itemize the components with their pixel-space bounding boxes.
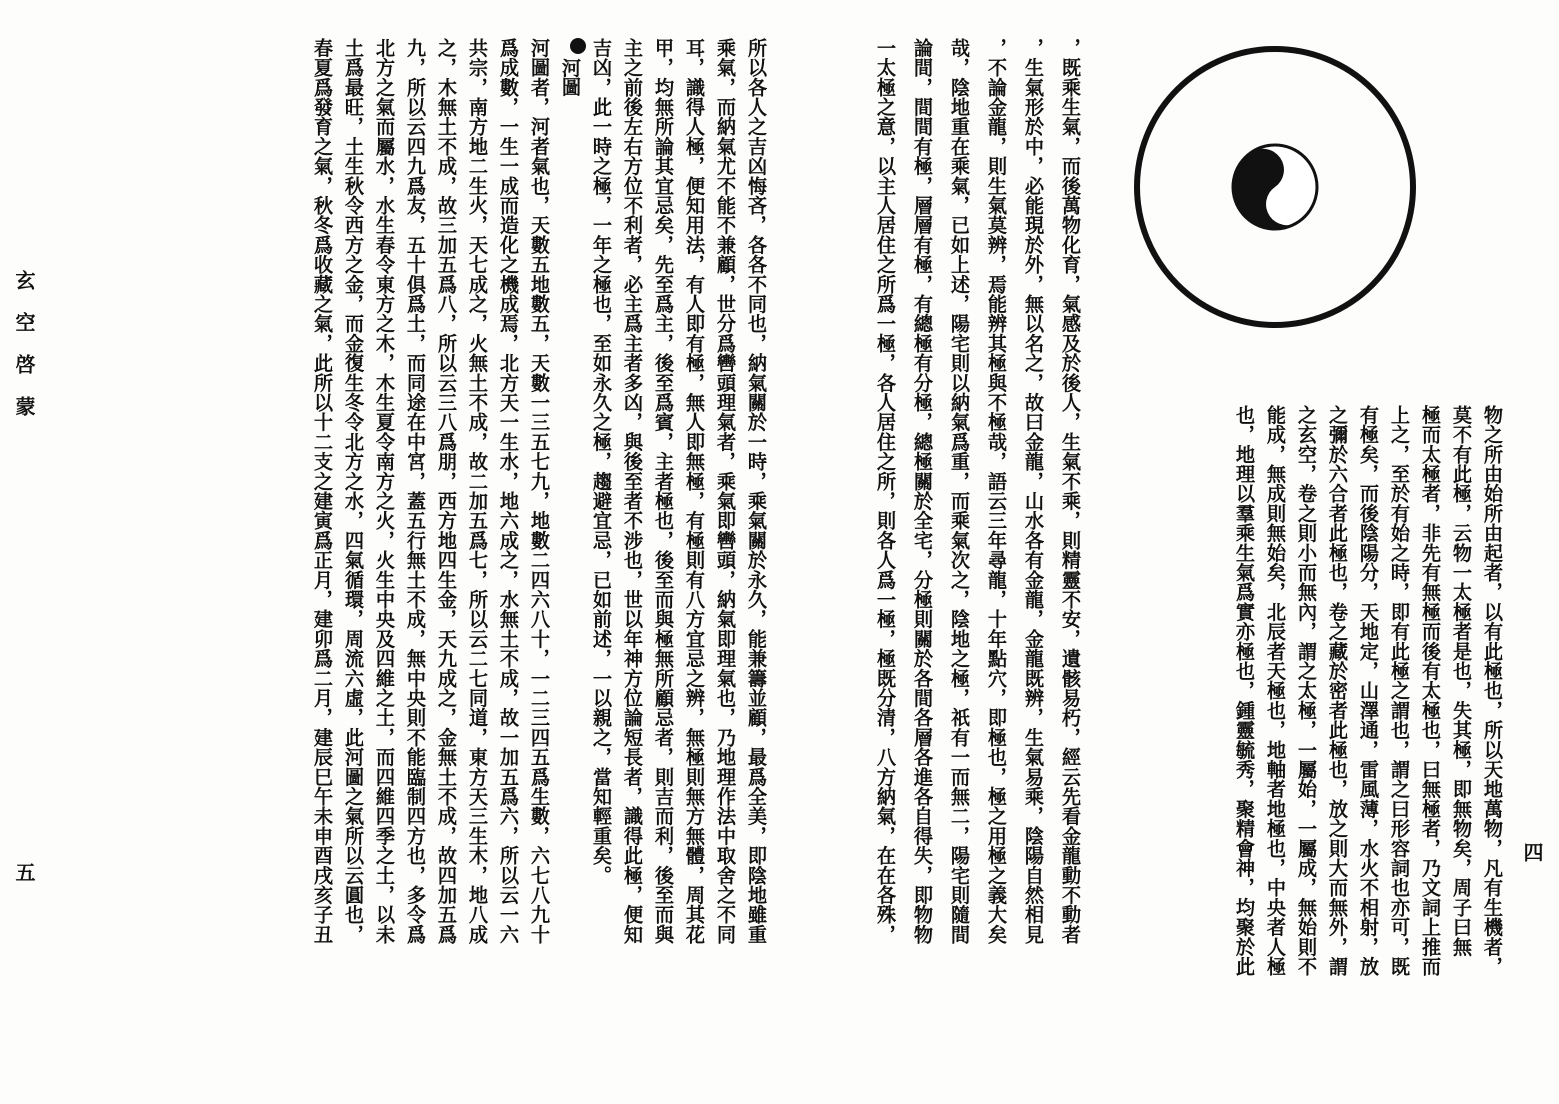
text-column: 土爲最旺，土生秋令西方之金，而金復生冬令北方之水，四氣循環，周流六虛，此河圖之氣所以云圓也， [342, 38, 365, 945]
text-column: 極而太極者，非先有無極而後有太極也，曰無極者，乃文詞上推而 [1419, 405, 1442, 977]
text-column: 有極矣，而後陰陽分，天地定，山澤通，雷風薄，水火不相射，放 [1357, 405, 1380, 977]
text-column: 之彌於六合者此極也，卷之藏於密者此極也，放之則大而無外，謂 [1326, 405, 1349, 977]
left-text-block [307, 38, 772, 1078]
text-column: 莫不有此極，云物一太極者是也，失其極，即無物矣，周子曰無 [1450, 405, 1473, 957]
text-column: 春夏爲發育之氣，秋冬爲收藏之氣，此所以十二支之建寅爲正月，建卯爲二月，建辰巳午未申酉戌亥子丑 [311, 38, 334, 945]
page-number: 五 [12, 862, 36, 882]
text-column: 乘氣，而納氣尤不能不兼顧，世分爲轡頭理氣者，乘氣即轡頭，納氣即理氣也，乃地理作法中取舍之不同 [714, 38, 737, 945]
text-column: 耳，識得人極，便知用法，有人即有極，無人即無極，有極則有八方宜忌之辨，無極則無方無體，周其花 [683, 38, 706, 945]
text-column: 也，地理以羣乘生氣爲實亦極也，鍾靈毓秀，聚精會神，均聚於此 [1233, 405, 1256, 977]
page-number: 四 [1520, 842, 1544, 862]
text-column: 爲成數，一生一成而造化之機成焉，北方天一生水，地六成之，水無土不成，故一加五爲六，所以云一六 [497, 38, 520, 945]
text-column: 北方之氣而屬水，水生春令東方之木，木生夏令南方之火，火生中央及四維之土，而四維四季之土，以未 [373, 38, 396, 945]
section-heading-text: 河圖 [559, 58, 582, 97]
yin-yang-icon [1217, 129, 1334, 246]
text-column: 論間，間間有極，層層有極，有總極有分極，總極關於全宅，分極則關於各間各層各進各自得失，即物物 [911, 38, 934, 945]
text-column: 能成，無成則無始矣，北辰者天極也，地軸者地極也，中央者人極 [1264, 405, 1287, 977]
text-column: 九，所以云四九爲友，五十俱爲土，而同途在中宮，蓋五行無土不成，無中央則不能臨制四方也，多令爲 [404, 38, 427, 945]
text-column: 所以各人之吉凶悔吝，各各不同也，納氣關於一時，乘氣關於永久，能兼籌並顧，最爲全美，即陰地雖重 [745, 38, 768, 945]
text-column: ，生氣形於中，必能現於外，無以名之，故曰金龍，山水各有金龍，金龍既辨，生氣易乘，陰陽自然相見 [1022, 38, 1045, 945]
text-column: 物之所由始所由起者，以有此極也，所以天地萬物，凡有生機者， [1481, 405, 1504, 977]
taiji-diagram [1130, 42, 1420, 332]
text-column: 上之，至於有始之時，即有此極之謂也，謂之曰形容詞也亦可，既 [1388, 405, 1411, 977]
text-column: ，不論金龍，則生氣莫辨，焉能辨其極與不極哉，語云三年尋龍，十年點穴，即極也，極之用極之義大矣 [985, 38, 1008, 945]
right-upper-text-block [1128, 405, 1508, 1085]
book-title: 玄空啓蒙 [12, 270, 36, 438]
text-column: 甲，均無所論其宜忌矣，先至爲主，後至爲賓，主者極也，後至而與極無所顧忌者，則吉而利，後至而與 [652, 38, 675, 945]
right-lower-text-block [866, 38, 1086, 1078]
text-column: 河圖者，河者氣也，天數五地數五，天數一三五七九，地數二四六八十，一二三四五爲生數，六七八九十 [528, 38, 551, 945]
text-column: 之玄空，卷之則小而無內，謂之太極，一屬始，一屬成，無始則不 [1295, 405, 1318, 977]
text-column: 吉凶，此一時之極，一年之極也，至如永久之極，趨避宜忌，已如前述，一以親之，當知輕重矣。 [590, 38, 613, 886]
section-heading [555, 38, 586, 1078]
text-column: 哉，陰地重在乘氣，已如上述，陽宅則以納氣爲重，而乘氣次之，陰地之極，祇有一而無二，陽宅則隨間 [948, 38, 971, 945]
text-column: 之，木無土不成，故三加五爲八，所以云三八爲朋，西方地四生金，天九成之，金無土不成，故四加五爲 [435, 38, 458, 945]
text-column: 主之前後左右方位不利者，必主爲主者多凶，與後至者不涉也，世以年神方位論短長者，識得此極，便知 [621, 38, 644, 945]
bullet-icon [570, 38, 586, 54]
text-column: 共宗，南方地二生火，天七成之，火無土不成，故二加五爲七，所以云二七同道，東方天三生木，地八成 [466, 38, 489, 945]
text-column: 一太極之意，以主人居住之所爲一極，各人居住之所，則各人爲一極，極既分清，八方納氣，在在各殊， [874, 38, 897, 945]
text-column: ，既乘生氣，而後萬物化育，氣感及於後人，生氣不乘，則精靈不安，遺骸易朽，經云先看金龍動不動者 [1059, 38, 1082, 945]
